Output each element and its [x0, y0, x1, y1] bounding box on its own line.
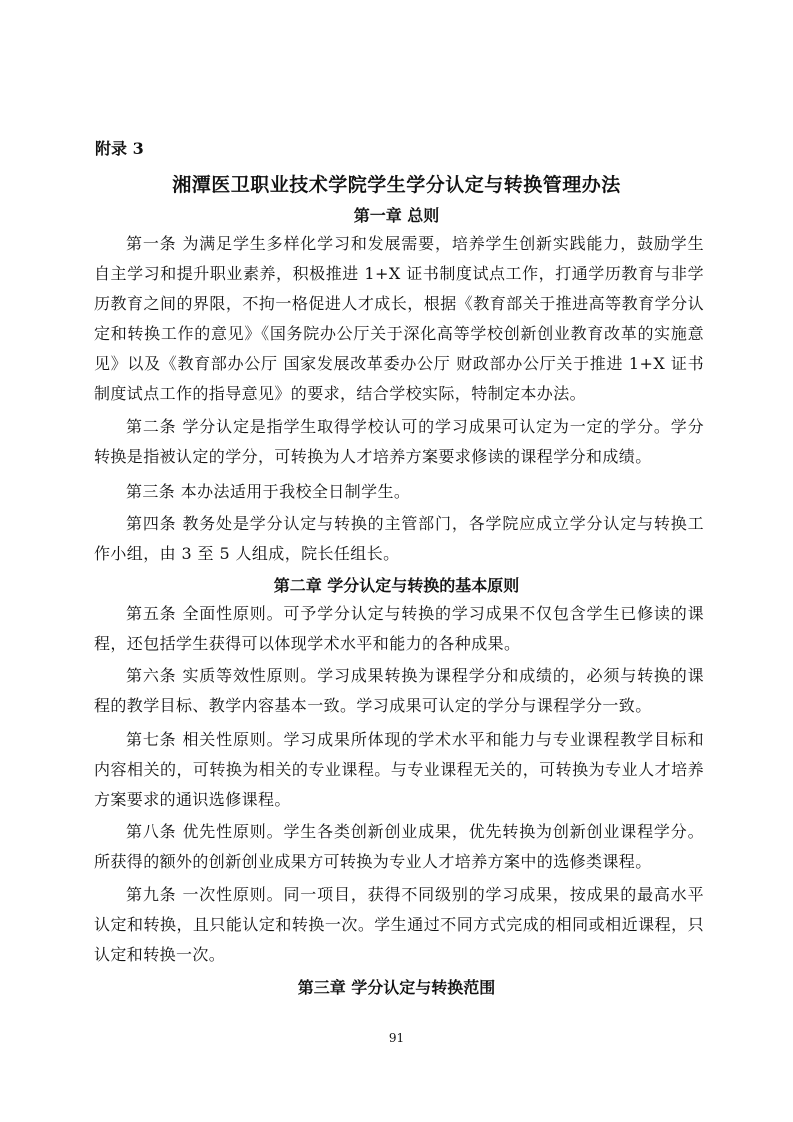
document-title: 湘潭医卫职业技术学院学生学分认定与转换管理办法 [172, 174, 621, 196]
article-1: 第一条 为满足学生多样化学习和发展需要，培养学生创新实践能力，鼓励学生自主学习和提升职业素养，积极推进 1+X 证书制度试点工作，打通学历教育与非学历教育之间的界限，不拘一格促进人才成长，根据《教育部关于推进高等教育学分认定和转换工作的意见》《国务院办公厅关于深化高等学校创新创业教育改革的实施意见》以及《教育部办公厅 国家发展改革委办公厅 财政部办公厅关于推进 1+X 证书制度试点工作的指导意见》的要求，结合学校实际，特制定本办法。 [94, 234, 704, 403]
article-5: 第五条 全面性原则。可予学分认定与转换的学习成果不仅包含学生已修读的课程，还包括学生获得可以体现学术水平和能力的各种成果。 [94, 604, 704, 653]
chapter-heading-2: 第二章 学分认定与转换的基本原则 [273, 576, 520, 595]
article-8: 第八条 优先性原则。学生各类创新创业成果，优先转换为创新创业课程学分。所获得的额外的创新创业成果方可转换为专业人才培养方案中的选修类课程。 [94, 822, 704, 871]
article-4: 第四条 教务处是学分认定与转换的主管部门，各学院应成立学分认定与转换工作小组，由 3 至 5 人组成，院长任组长。 [94, 514, 704, 563]
article-7: 第七条 相关性原则。学习成果所体现的学术水平和能力与专业课程教学目标和内容相关的，可转换为相关的专业课程。与专业课程无关的，可转换为专业人才培养方案要求的通识选修课程。 [94, 730, 704, 809]
chapter-heading-3: 第三章 学分认定与转换范围 [297, 978, 496, 997]
article-6: 第六条 实质等效性原则。学习成果转换为课程学分和成绩的，必须与转换的课程的教学目标、教学内容基本一致。学习成果可认定的学分与课程学分一致。 [94, 666, 704, 715]
article-2: 第二条 学分认定是指学生取得学校认可的学习成果可认定为一定的学分。学分转换是指被认定的学分，可转换为人才培养方案要求修读的课程学分和成绩。 [94, 417, 704, 466]
appendix-label: 附录 3 [95, 139, 144, 158]
page-number: 91 [388, 1031, 405, 1045]
article-3: 第三条 本办法适用于我校全日制学生。 [126, 482, 411, 501]
chapter-heading-1: 第一章 总则 [353, 206, 440, 225]
article-9: 第九条 一次性原则。同一项目，获得不同级别的学习成果，按成果的最高水平认定和转换，且只能认定和转换一次。学生通过不同方式完成的相同或相近课程，只认定和转换一次。 [94, 885, 704, 964]
